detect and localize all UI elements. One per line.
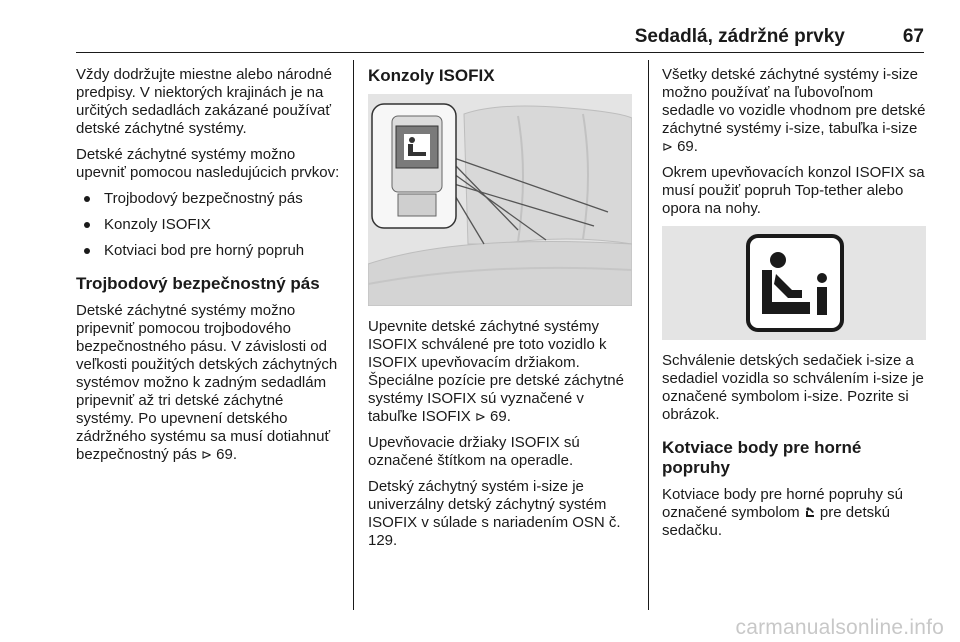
page-reference[interactable]: 69. (490, 408, 511, 425)
attachment-list (76, 190, 344, 260)
top-tether-paragraph: Okrem upevňovacích konzol ISOFIX sa musí použiť popruh Top-tether alebo opora na nohy. (662, 164, 925, 217)
isofix-label-paragraph: Upevňovacie držiaky ISOFIX sú označené štítkom na operadle. (368, 434, 580, 469)
intro-paragraph: Vždy dodržujte miestne alebo národné predpisy. V niektorých krajinách je na určitých sedadlách zakázané používať detské záchytné systémy. (76, 66, 332, 137)
column-divider-1 (353, 60, 354, 610)
column-2 (368, 66, 634, 558)
reference-arrow-icon: ⊳ (474, 409, 486, 424)
column-divider-2 (648, 60, 649, 610)
page-reference[interactable]: 69. (677, 138, 698, 155)
page-header (76, 26, 924, 50)
section-heading-tether-anchors: Kotviace body pre horné popruhy (662, 438, 862, 477)
list-item: Kotviaci bod pre horný popruh (76, 242, 344, 260)
i-size-usage-paragraph: Všetky detské záchytné systémy i-size možno používať na ľubovoľnom sedadle vo vozidle vhodnom pre detské záchytné systémy i-size, tabuľka i-size ⊳ 69. (662, 66, 926, 155)
tether-paragraph: Kotviace body pre horné popruhy sú označené symbolom pre detskú sedačku. (662, 486, 903, 539)
list-item: Konzoly ISOFIX (76, 216, 344, 234)
reference-arrow-icon: ⊳ (662, 139, 673, 154)
list-item: Trojbodový bezpečnostný pás (76, 190, 344, 208)
attachment-paragraph: Detské záchytné systémy možno upevniť pomocou nasledujúcich prvkov: (76, 146, 340, 181)
section-heading-isofix: Konzoly ISOFIX (368, 66, 495, 85)
isofix-paragraph: Upevnite detské záchytné systémy ISOFIX schválené pre toto vozidlo k ISOFIX upevňovacím držiakom. Špeciálne pozície pre detské záchytné systémy ISOFIX sú vyznačené v tabuľke ISOFIX ⊳ 69. (368, 318, 624, 425)
belt-paragraph: Detské záchytné systémy možno pripevniť pomocou trojbodového bezpečnostného pásu. V závislosti od veľkosti použitých detských záchytných systémov možno k zadným sedadlám pripevniť až tri detské záchytné systémy. Po upevnení detského zádržného systému sa musí dotiahnuť bezpečnostný pás ⊳ 69. (76, 302, 338, 463)
section-heading-three-point-belt: Trojbodový bezpečnostný pás (76, 274, 320, 293)
page-reference[interactable]: 69. (216, 446, 238, 463)
i-size-icon (662, 226, 926, 340)
isofix-seat-illustration (368, 94, 632, 306)
chapter-title: Sedadlá, zádržné prvky (634, 26, 845, 47)
i-size-paragraph: Detský záchytný systém i-size je univerzálny detský záchytný systém ISOFIX v súlade s nariadením OSN č. 129. (368, 478, 621, 549)
column-1 (76, 66, 344, 472)
header-rule (76, 52, 924, 53)
isofix-child-seat-icon (404, 134, 430, 160)
page-number: 67 (902, 26, 924, 47)
reference-arrow-icon: ⊳ (201, 447, 212, 462)
top-tether-icon (804, 506, 816, 518)
watermark: carmanualsonline.info (735, 616, 944, 639)
column-3 (662, 66, 928, 548)
i-size-symbol-paragraph: Schválenie detských sedačiek i-size a sedadiel vozidla so schválením i-size je označené symbolom i-size. Pozrite si obrázok. (662, 352, 924, 423)
